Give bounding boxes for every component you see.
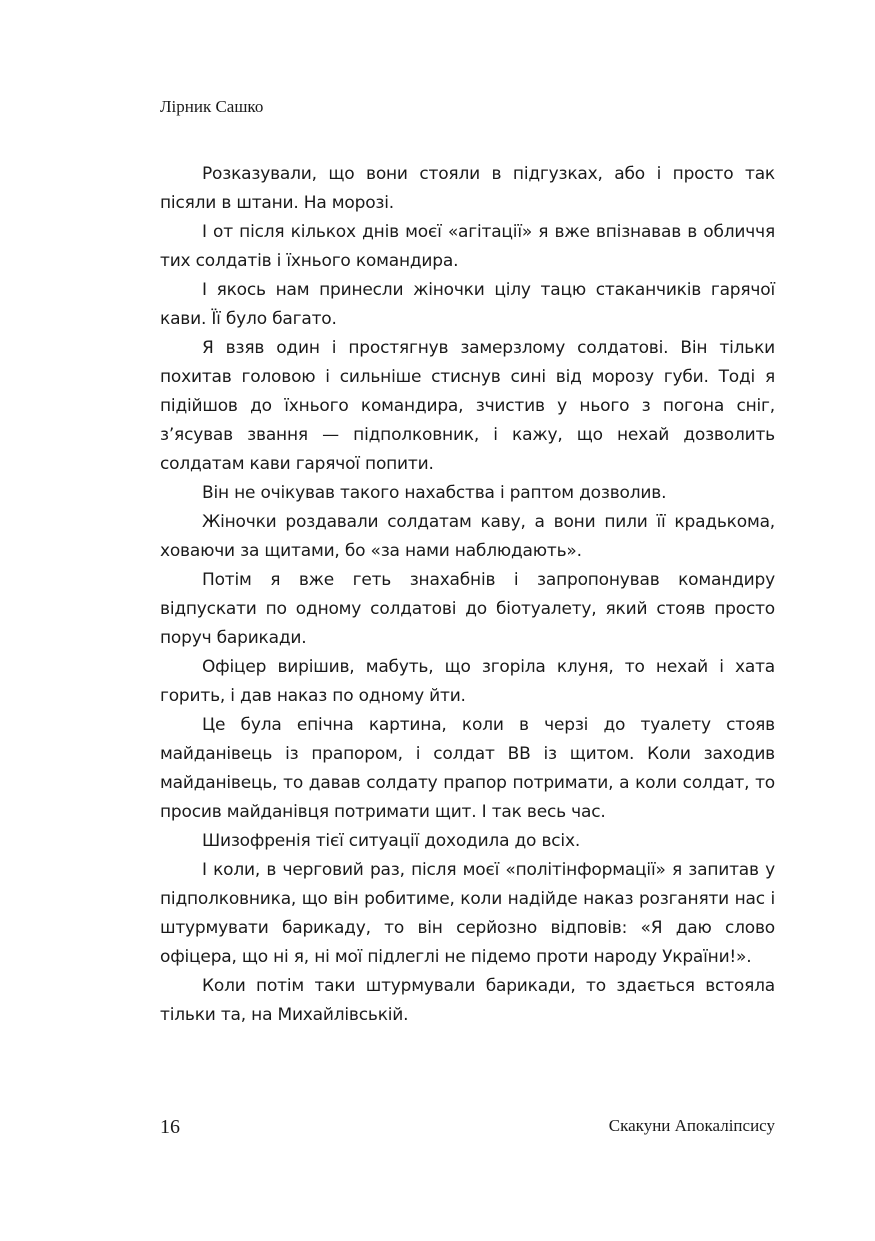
paragraph: Жіночки роздавали солдатам каву, а вони пили її крадькома, ховаючи за щитами, бо «за нами наблюдають».: [160, 512, 775, 561]
paragraph: Він не очікував такого нахабства і раптом дозволив.: [202, 483, 667, 503]
paragraph: Шизофренія тієї ситуації доходила до всіх.: [202, 831, 581, 851]
paragraph: Я взяв один і простягнув замерзлому солдатові. Він тільки похитав головою і сильніше стиснув сині від морозу губи. Тоді я підійшов до їхнього командира, зчистив у нього з погона сніг, з’ясував звання — підполковник, і кажу, що нехай дозволить солдатам кави гарячої попити.: [160, 338, 775, 474]
body-text: [160, 160, 775, 1030]
page-number: 16: [160, 1116, 180, 1138]
running-header-author: Лірник Сашко: [160, 97, 264, 116]
paragraph: Це була епічна картина, коли в черзі до туалету стояв майданівець із прапором, і солдат ВВ із щитом. Коли заходив майданівець, то давав солдату прапор потримати, а коли солдат, то просив майданівця потримати щит. І так весь час.: [160, 715, 775, 822]
paragraph: Офіцер вирішив, мабуть, що згоріла клуня, то нехай і хата горить, і дав наказ по одному йти.: [160, 657, 775, 706]
paragraph: І якось нам принесли жіночки цілу тацю стаканчиків гарячої кави. Її було багато.: [160, 280, 775, 329]
paragraph: Потім я вже геть знахабнів і запропонував командиру відпускати по одному солдатові до біотуалету, який стояв просто поруч барикади.: [160, 570, 775, 648]
paragraph: І от після кількох днів моєї «агітації» я вже впізнавав в обличчя тих солдатів і їхнього командира.: [160, 222, 775, 271]
running-footer-book-title: Скакуни Апокаліпсису: [608, 1116, 775, 1135]
paragraph: Розказували, що вони стояли в підгузках, або і просто так пісяли в штани. На морозі.: [160, 164, 775, 213]
paragraph: Коли потім таки штурмували барикади, то здається встояла тільки та, на Михайлівській.: [160, 976, 775, 1025]
paragraph: І коли, в черговий раз, після моєї «політінформації» я запитав у підполковника, що він робитиме, коли надійде наказ розганяти нас і штурмувати барикаду, то він серйозно відповів: «Я даю слово офіцера, що ні я, ні мої підлеглі не підемо проти народу України!».: [160, 860, 775, 967]
